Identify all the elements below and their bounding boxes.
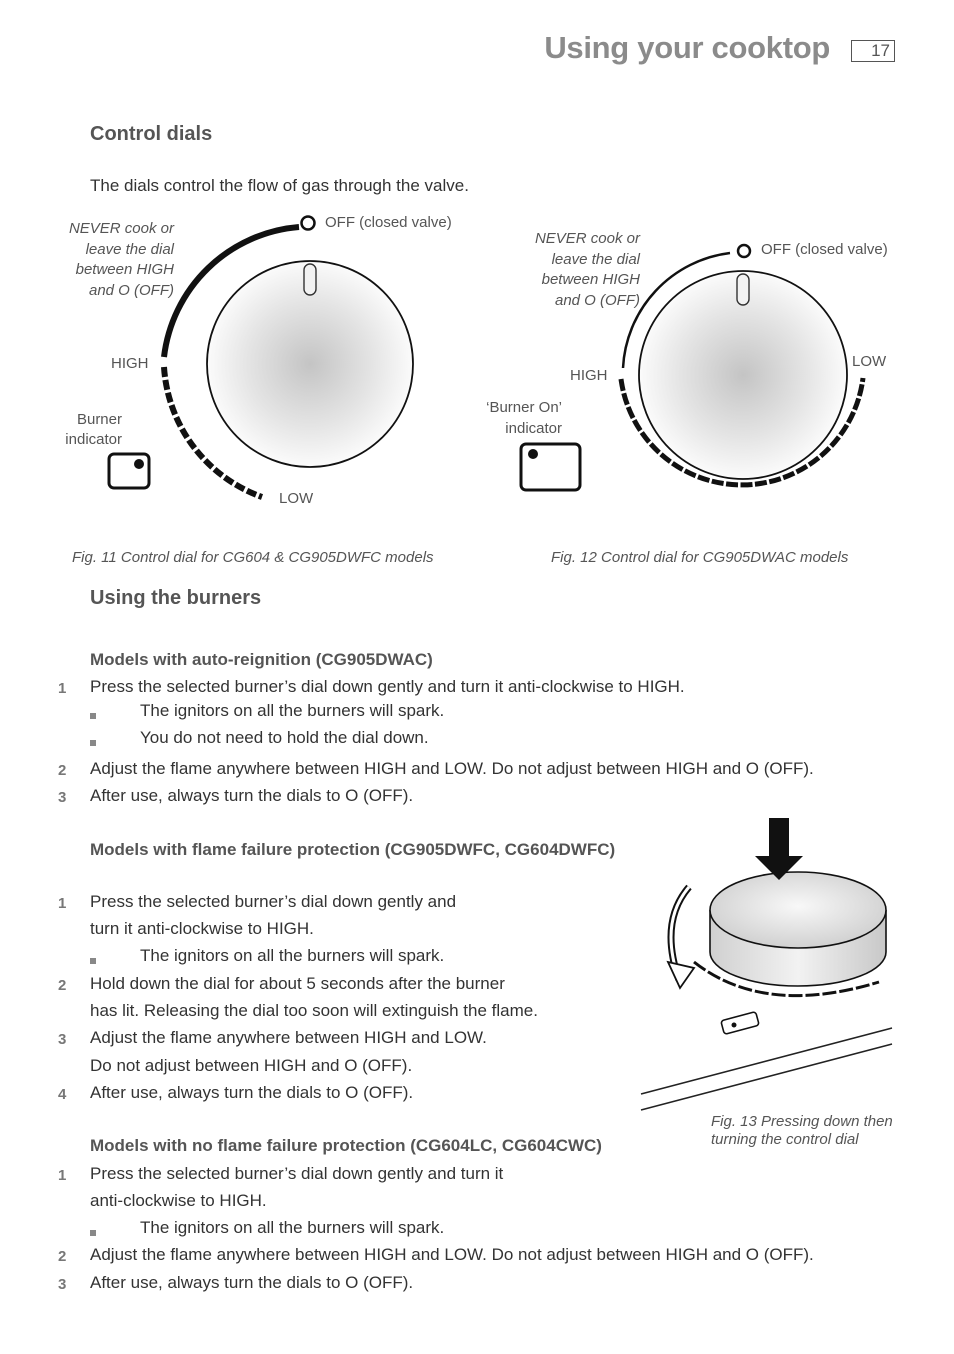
fig12-warning: NEVER cook or leave the dial between HIGH and O (OFF) [534, 230, 640, 309]
fig12-off-circle-icon [738, 245, 750, 257]
fig13-caption: Fig. 13 Pressing down then turning the control dial [711, 1113, 893, 1148]
fig12-dial-pointer [737, 274, 749, 305]
fig11-off-label: OFF (closed valve) [325, 214, 452, 231]
figure-11 [0, 0, 480, 570]
fig11-warning: NEVER cook or leave the dial between HIGH and O (OFF) [68, 220, 174, 299]
control-dials-heading: Control dials [90, 123, 213, 145]
fig11-high-label: HIGH [111, 355, 149, 372]
fig12-high-label: HIGH [570, 367, 608, 384]
fig11-indicator-label: Burner indicator [65, 411, 122, 448]
fig11-low-label: LOW [279, 490, 314, 507]
control-dials-intro: The dials control the flow of gas through the valve. [90, 176, 469, 195]
fig11-off-circle-icon [302, 217, 315, 230]
fig12-low-label: LOW [852, 353, 887, 370]
no-ffp-heading: Models with no flame failure protection (CG604LC, CG604CWC) [90, 1136, 602, 1155]
fig11-burner-indicator-icon [109, 454, 149, 488]
page-title: Using your cooktop [544, 30, 830, 65]
fig12-off-label: OFF (closed valve) [761, 241, 888, 258]
auto-reignition-heading: Models with auto-reignition (CG905DWAC) [90, 650, 433, 669]
ffp-heading: Models with flame failure protection (CG905DWFC, CG604DWFC) [90, 840, 616, 859]
fig12-caption: Fig. 12 Control dial for CG905DWAC models [551, 549, 849, 566]
fig11-caption: Fig. 11 Control dial for CG604 & CG905DWFC models [72, 549, 434, 566]
figure-12 [480, 0, 954, 570]
page-number: 17 [851, 40, 895, 62]
fig13-press-turn-illustration [634, 812, 934, 1122]
fig11-dial-pointer [304, 264, 316, 295]
using-burners-heading: Using the burners [90, 587, 262, 609]
fig12-indicator-label: ‘Burner On’ indicator [486, 399, 562, 437]
